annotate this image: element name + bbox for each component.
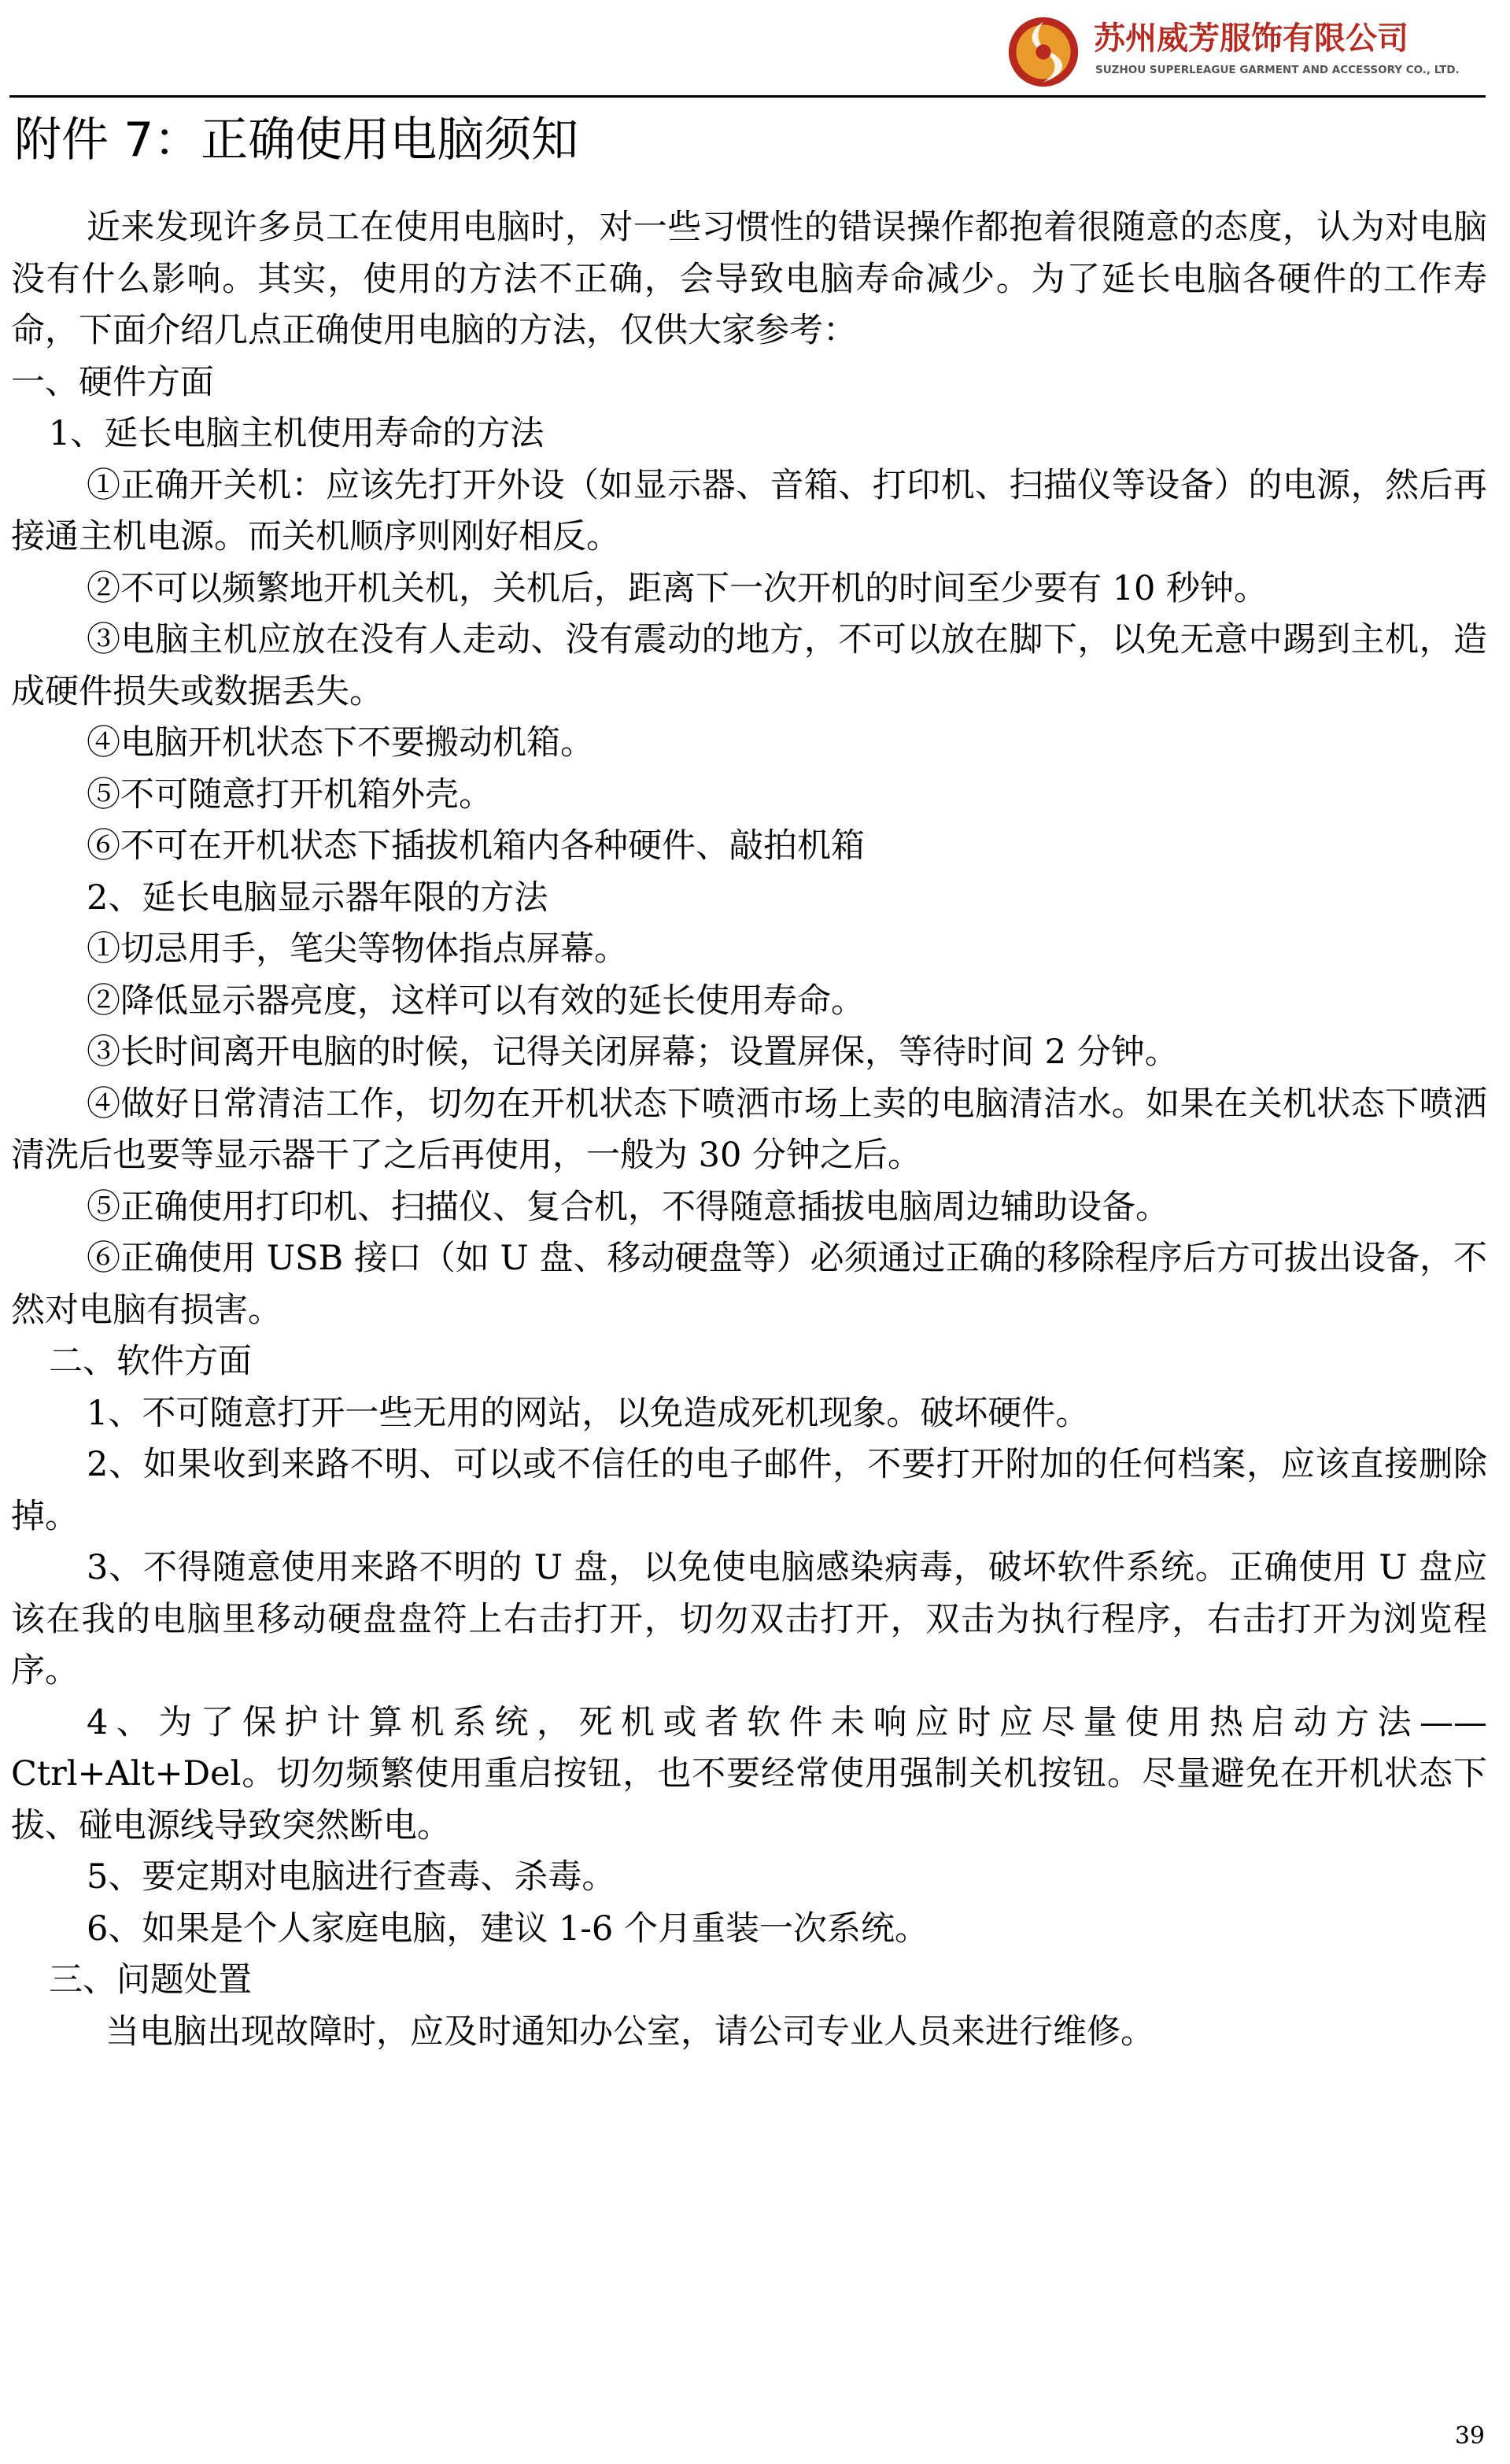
list-item: ⑤正确使用打印机、扫描仪、复合机，不得随意插拔电脑周边辅助设备。 <box>87 1187 1169 1227</box>
company-name-en: SUZHOU SUPERLEAGUE GARMENT AND ACCESSORY CO., LTD. <box>1095 64 1460 76</box>
list-item: ④电脑开机状态下不要搬动机箱。 <box>87 723 594 763</box>
list-item: ⑥正确使用 USB 接口（如 U 盘、移动硬盘等）必须通过正确的移除程序后方可拔出设备，不然对电脑有损害。 <box>11 1239 1487 1330</box>
list-item: ①正确开关机：应该先打开外设（如显示器、音箱、打印机、扫描仪等设备）的电源，然后再接通主机电源。而关机顺序则刚好相反。 <box>11 465 1487 556</box>
list-item: ⑤不可随意打开机箱外壳。 <box>87 774 493 815</box>
section-heading-software: 二、软件方面 <box>49 1342 252 1381</box>
list-item: 5、要定期对电脑进行查毒、杀毒。 <box>87 1857 616 1897</box>
page-title: 附件 7：正确使用电脑须知 <box>14 113 579 168</box>
list-item: ②降低显示器亮度，这样可以有效的延长使用寿命。 <box>87 981 865 1021</box>
list-item: ⑥不可在开机状态下插拔机箱内各种硬件、敲拍机箱 <box>87 826 865 866</box>
subsection-heading-host: 1、延长电脑主机使用寿命的方法 <box>49 414 545 453</box>
list-item: ①切忌用手，笔尖等物体指点屏幕。 <box>87 929 628 969</box>
list-item: ②不可以频繁地开机关机，关机后，距离下一次开机的时间至少要有 10 秒钟。 <box>87 568 1268 608</box>
page-number: 39 <box>1454 2422 1485 2450</box>
subsection-heading-monitor: 2、延长电脑显示器年限的方法 <box>87 877 548 918</box>
list-item: ③长时间离开电脑的时候，记得关闭屏幕；设置屏保，等待时间 2 分钟。 <box>87 1033 1179 1072</box>
list-item: 2、如果收到来路不明、可以或不信任的电子邮件，不要打开附加的任何档案，应该直接删除掉。 <box>11 1445 1487 1536</box>
document-body <box>11 202 1487 2058</box>
intro-paragraph: 近来发现许多员工在使用电脑时，对一些习惯性的错误操作都抱着很随意的态度，认为对电脑没有什么影响。其实，使用的方法不正确，会导致电脑寿命减少。为了延长电脑各硬件的工作寿命，下面介绍几点正确使用电脑的方法，仅供大家参考： <box>11 208 1487 350</box>
list-item: 4、为了保护计算机系统，死机或者软件未响应时应尽量使用热启动方法——Ctrl+Alt+Del。切勿频繁使用重启按钮，也不要经常使用强制关机按钮。尽量避免在开机状态下拔、碰电源线导致突然断电。 <box>11 1702 1487 1845</box>
list-item: ④做好日常清洁工作，切勿在开机状态下喷洒市场上卖的电脑清洁水。如果在关机状态下喷洒清洗后也要等显示器干了之后再使用，一般为 30 分钟之后。 <box>11 1084 1487 1175</box>
section-heading-hardware: 一、硬件方面 <box>11 362 214 402</box>
company-name-cn: 苏州威芳服饰有限公司 <box>1094 20 1408 57</box>
list-item: 3、不得随意使用来路不明的 U 盘，以免使电脑感染病毒，破坏软件系统。正确使用 U 盘应该在我的电脑里移动硬盘盘符上右击打开，切勿双击打开，双击为执行程序，右击打开为浏览程序。 <box>11 1548 1487 1690</box>
header-divider <box>9 95 1486 98</box>
section-heading-handling: 三、问题处置 <box>49 1960 252 2000</box>
list-item: 6、如果是个人家庭电脑，建议 1-6 个月重装一次系统。 <box>87 1908 929 1949</box>
handling-paragraph: 当电脑出现故障时，应及时通知办公室，请公司专业人员来进行维修。 <box>105 2011 1154 2052</box>
list-item: ③电脑主机应放在没有人走动、没有震动的地方，不可以放在脚下，以免无意中踢到主机，造成硬件损失或数据丢失。 <box>11 620 1487 711</box>
list-item: 1、不可随意打开一些无用的网站，以免造成死机现象。破坏硬件。 <box>87 1393 1090 1433</box>
page-header <box>0 0 1510 102</box>
company-logo-icon <box>1006 14 1081 90</box>
